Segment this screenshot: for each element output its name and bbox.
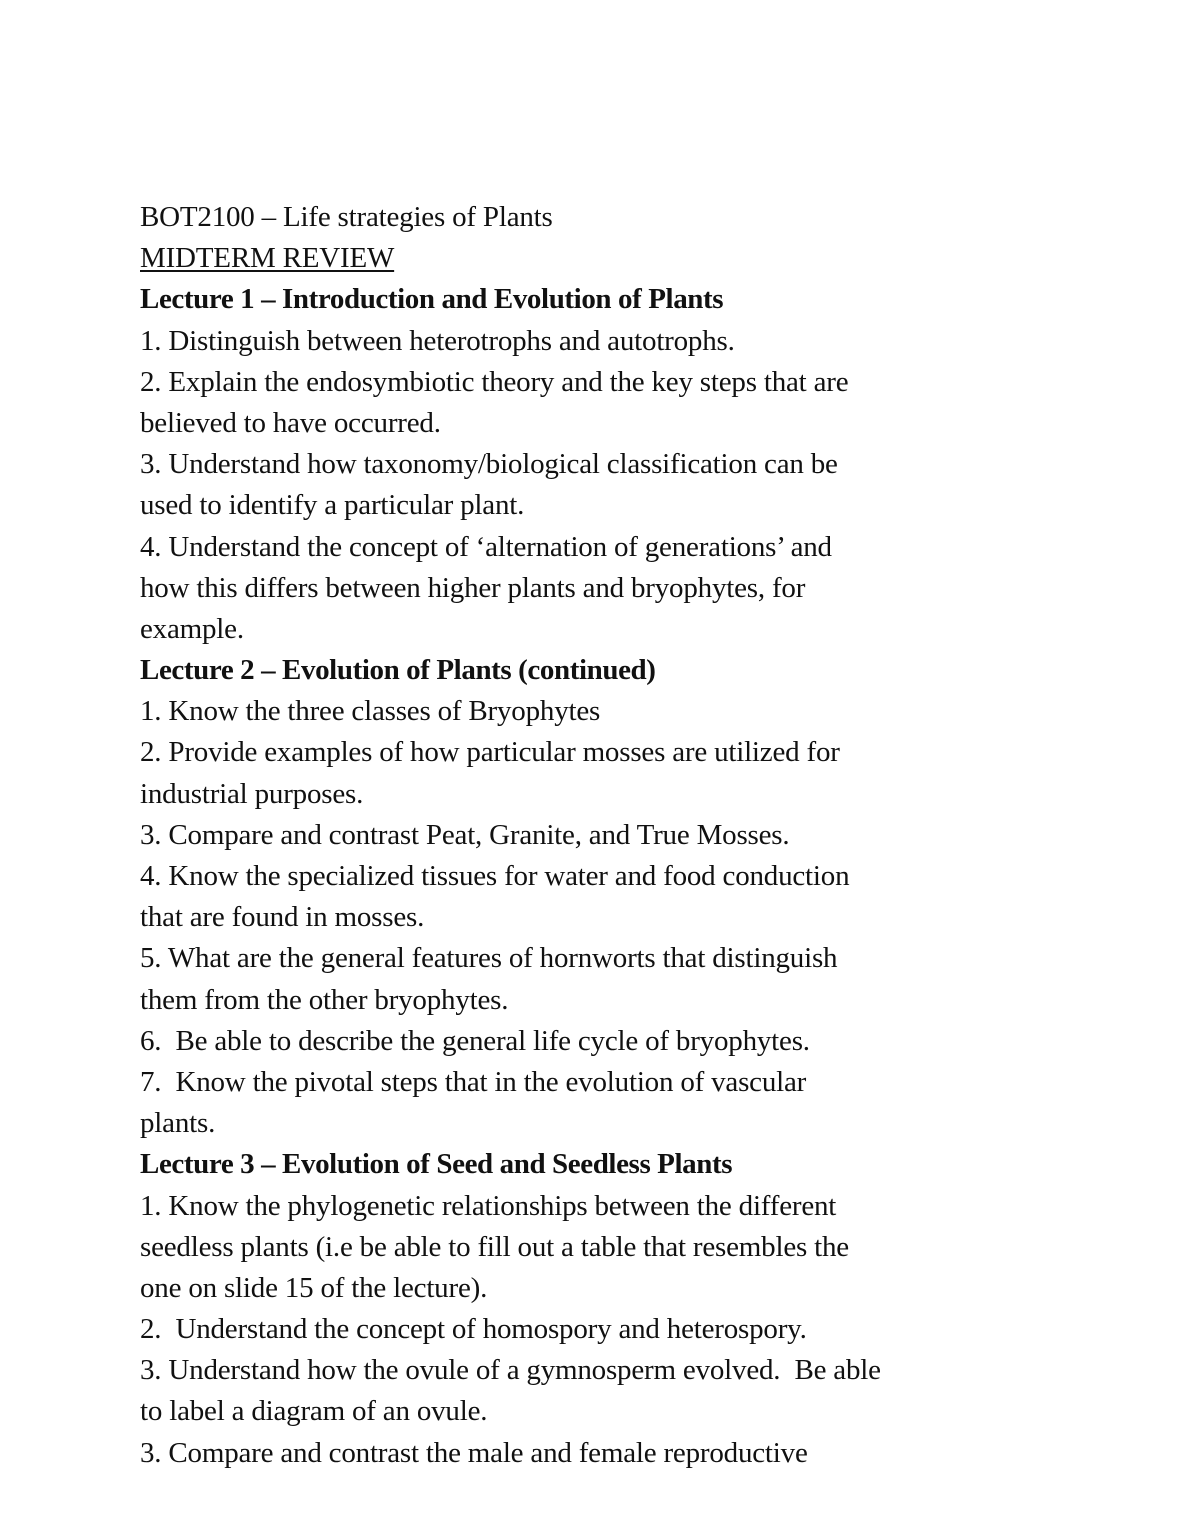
course-title: BOT2100 – Life strategies of Plants [140,201,553,233]
lecture-3-heading: Lecture 3 – Evolution of Seed and Seedless Plants [140,1148,733,1181]
lecture-2-line: 4. Know the specialized tissues for water and food conduction [140,860,850,892]
lecture-1-heading: Lecture 1 – Introduction and Evolution of Plants [140,283,724,316]
lecture-2-line: 6. Be able to describe the general life cycle of bryophytes. [140,1024,810,1057]
lecture-3-line: 3. Compare and contrast the male and female reproductive [140,1436,808,1469]
lecture-2-line: them from the other bryophytes. [140,983,509,1016]
lecture-2-line: industrial purposes. [140,777,364,810]
lecture-2-line: 3. Compare and contrast Peat, Granite, and True Mosses. [140,818,790,851]
lecture-2-line: 7. Know the pivotal steps that in the evolution of vascular [140,1065,807,1098]
lecture-1-line: believed to have occurred. [140,406,441,439]
lecture-3-line: one on slide 15 of the lecture). [140,1271,488,1304]
lecture-3-line: 2. Understand the concept of homospory and heterospory. [140,1313,807,1346]
lecture-1-line: used to identify a particular plant. [140,489,525,522]
lecture-3-line: 3. Understand how the ovule of a gymnosperm evolved. Be able [140,1354,881,1387]
lecture-2-line: 5. What are the general features of hornworts that distinguish [140,942,838,975]
lecture-2-line: 2. Provide examples of how particular mosses are utilized for [140,736,840,769]
lecture-1-line: example. [140,612,244,645]
lecture-1-line: 1. Distinguish between heterotrophs and autotrophs. [140,324,735,357]
lecture-3-line: seedless plants (i.e be able to fill out a table that resembles the [140,1230,849,1263]
lecture-1-line: 4. Understand the concept of ‘alternation of generations’ and [140,530,832,563]
lecture-3-line: to label a diagram of an ovule. [140,1395,488,1428]
lecture-1-line: 3. Understand how taxonomy/biological classification can be [140,448,838,481]
lecture-3-line: 1. Know the phylogenetic relationships between the different [140,1189,837,1222]
lecture-2-line: that are found in mosses. [140,901,425,934]
document-body [140,197,1100,1474]
review-title [140,238,1100,279]
lecture-2-heading: Lecture 2 – Evolution of Plants (continued) [140,654,656,687]
lecture-2-line: 1. Know the three classes of Bryophytes [140,695,601,728]
review-title-text: MIDTERM REVIEW [140,242,395,275]
lecture-2-line: plants. [140,1107,216,1140]
lecture-1-line: how this differs between higher plants and bryophytes, for [140,571,806,604]
lecture-1-line: 2. Explain the endosymbiotic theory and the key steps that are [140,365,849,398]
